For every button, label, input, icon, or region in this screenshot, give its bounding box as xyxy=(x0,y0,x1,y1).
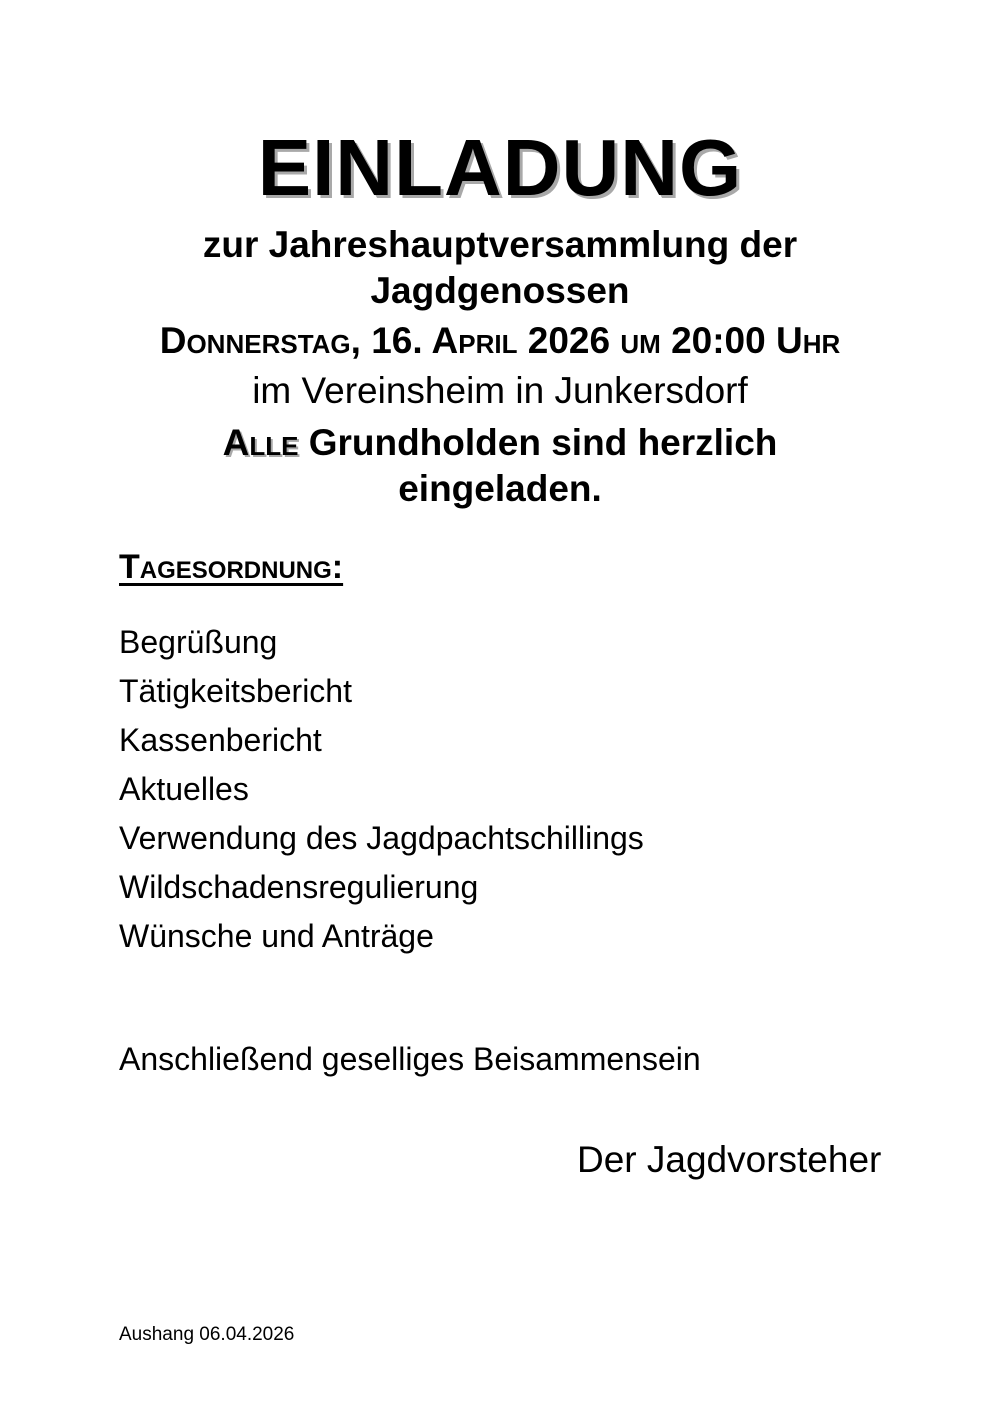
agenda-item: Begrüßung xyxy=(119,624,278,660)
closing-note: Anschließend geselliges Beisammensein xyxy=(119,1041,701,1077)
invitation-text xyxy=(180,420,820,512)
agenda-item: Wildschadensregulierung xyxy=(119,869,479,905)
agenda-item: Aktuelles xyxy=(119,771,249,807)
notice-subtitle: zur Jahreshauptversammlung der Jagdgenossen xyxy=(202,224,798,311)
invitation-rest: Grundholden sind herzlich eingeladen. xyxy=(298,422,778,509)
agenda-list xyxy=(119,618,644,961)
agenda-heading: Tagesordnung: xyxy=(119,548,344,586)
posting-date-note: Aushang 06.04.2026 xyxy=(119,1324,295,1345)
agenda-item: Verwendung des Jagdpachtschillings xyxy=(119,820,644,856)
notice-title: EINLADUNG xyxy=(257,123,743,212)
invitation-alle: Alle xyxy=(222,422,299,463)
agenda-item: Kassenbericht xyxy=(119,722,322,758)
agenda-item: Wünsche und Anträge xyxy=(119,918,434,954)
meeting-date-time: Donnerstag, 16. April 2026 um 20:00 Uhr xyxy=(159,320,841,361)
agenda-item: Tätigkeitsbericht xyxy=(119,673,352,709)
signature: Der Jagdvorsteher xyxy=(577,1139,882,1180)
meeting-venue: im Vereinsheim in Junkersdorf xyxy=(252,370,748,411)
